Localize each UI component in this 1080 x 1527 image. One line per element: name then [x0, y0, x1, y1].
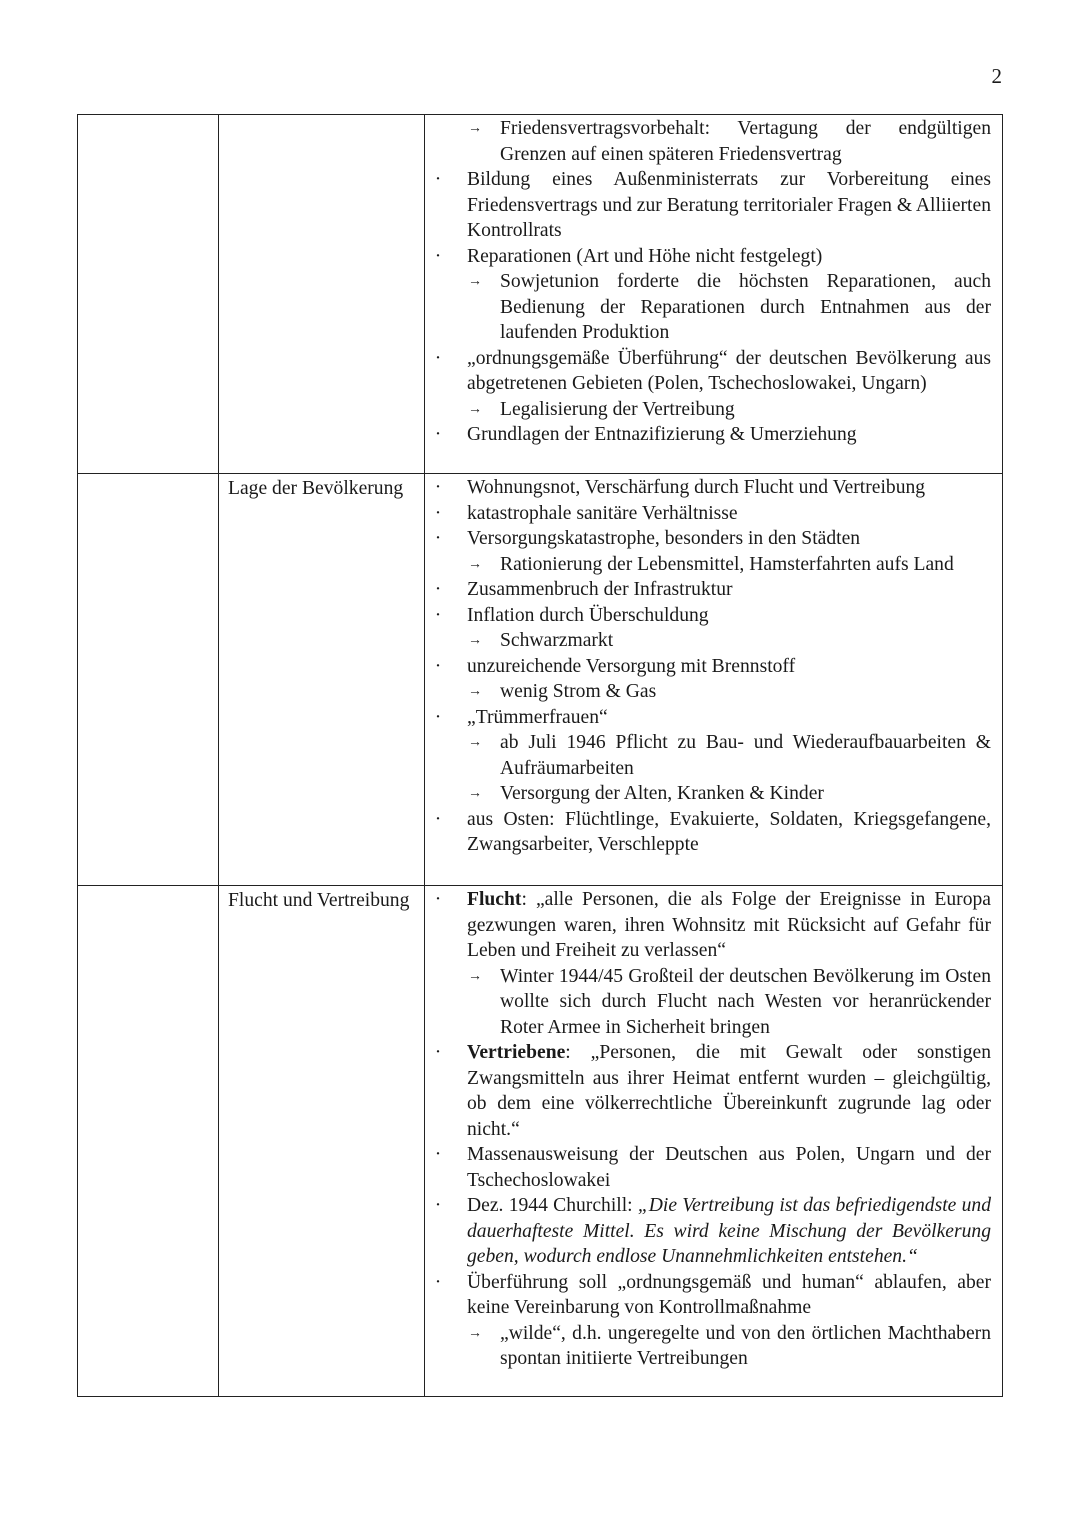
- bullet-point: [425, 1142, 991, 1193]
- bullet-icon: ·: [434, 1271, 442, 1293]
- point-text: Winter 1944/45 Großteil der deutschen Bevölkerung im Osten wollte sich durch Flucht nach Westen vor heranrückender Roter Armee in Sicherheit bringen: [500, 965, 991, 1038]
- sub-point: [425, 1321, 991, 1372]
- arrow-icon: →: [468, 735, 482, 750]
- arrow-icon: →: [468, 401, 482, 417]
- sub-point: [425, 964, 991, 1041]
- point-text: Versorgungskatastrophe, besonders in den Städten: [467, 528, 861, 549]
- bullet-icon: ·: [434, 604, 442, 626]
- bullet-point: [425, 501, 991, 527]
- bullet-icon: ·: [434, 169, 442, 190]
- quote-text: „Die Vertreibung ist das befriedigendste und dauerhafteste Mittel. Es wird keine Mischung der Bevölkerung geben, wodurch endlose Unannehmlichkeiten entstehen.“: [467, 1195, 991, 1267]
- topic-cell: Lage der Bevölkerung: [219, 474, 425, 886]
- table-row: [78, 474, 1003, 886]
- bullet-point: [425, 526, 991, 552]
- empty-cell: [78, 115, 219, 474]
- bullet-point: [425, 887, 991, 964]
- point-text: unzureichende Versorgung mit Brennstoff: [467, 655, 796, 677]
- bullet-icon: ·: [434, 1144, 442, 1165]
- term-label: Flucht: [467, 889, 522, 910]
- page-number: 2: [991, 64, 1002, 88]
- point-text: Schwarzmarkt: [500, 630, 614, 651]
- point-text: „ordnungsgemäße Überführung“ der deutschen Bevölkerung aus abgetretenen Gebieten (Polen, Tschechoslowakei, Ungarn): [467, 347, 991, 394]
- sub-point: [425, 781, 991, 807]
- table-row: [78, 886, 1003, 1397]
- arrow-icon: →: [468, 1325, 482, 1341]
- content-cell: [425, 115, 1003, 474]
- point-text: katastrophale sanitäre Verhältnisse: [467, 502, 738, 524]
- point-text: : „alle Personen, die als Folge der Ereignisse in Europa gezwungen waren, ihren Wohnsitz mit Rücksicht auf Gefahr für Leben und Freiheit zu verlassen“: [467, 889, 991, 961]
- point-text: Wohnungsnot, Verschärfung durch Flucht und Vertreibung: [467, 477, 926, 498]
- point-text: Inflation durch Überschuldung: [467, 604, 709, 626]
- bullet-icon: ·: [434, 528, 442, 549]
- sub-point: [425, 269, 991, 346]
- term-label: Vertriebene: [467, 1042, 566, 1063]
- sub-point: [425, 397, 991, 423]
- bullet-icon: ·: [434, 424, 442, 445]
- point-text: Dez. 1944 Churchill:: [467, 1195, 638, 1216]
- arrow-icon: →: [468, 968, 482, 984]
- point-text: ab Juli 1946 Pflicht zu Bau- und Wiederaufbauarbeiten & Aufräumarbeiten: [500, 732, 991, 779]
- content-cell: [425, 474, 1003, 886]
- bullet-icon: ·: [434, 1042, 442, 1063]
- table-row: [78, 115, 1003, 474]
- point-text: Legalisierung der Vertreibung: [500, 398, 735, 420]
- bullet-point: [425, 346, 991, 397]
- sub-point: [425, 552, 991, 578]
- point-text: aus Osten: Flüchtlinge, Evakuierte, Soldaten, Kriegsgefangene, Zwangsarbeiter, Verschleppte: [467, 808, 991, 855]
- bullet-point: [425, 244, 991, 270]
- bullet-point: [425, 577, 991, 603]
- bullet-point: [425, 807, 991, 858]
- empty-cell: [78, 474, 219, 886]
- point-text: Reparationen (Art und Höhe nicht festgelegt): [467, 245, 823, 267]
- bullet-point: [425, 167, 991, 244]
- point-text: Versorgung der Alten, Kranken & Kinder: [500, 783, 824, 804]
- bullet-icon: ·: [434, 889, 442, 910]
- point-text: wenig Strom & Gas: [500, 681, 657, 702]
- sub-point: [425, 116, 991, 167]
- arrow-icon: →: [468, 274, 482, 289]
- sub-point: [425, 679, 991, 705]
- notes-table: [77, 114, 1003, 1397]
- bullet-icon: ·: [434, 579, 442, 600]
- bullet-point: [425, 1193, 991, 1270]
- bullet-icon: ·: [434, 477, 442, 498]
- bullet-point: [425, 603, 991, 629]
- content-cell: [425, 886, 1003, 1397]
- bullet-point: [425, 654, 991, 680]
- bullet-point: [425, 475, 991, 501]
- arrow-icon: →: [468, 786, 482, 801]
- topic-cell: [219, 115, 425, 474]
- bullet-icon: ·: [434, 706, 442, 728]
- point-text: Überführung soll „ordnungsgemäß und human“ ablaufen, aber keine Vereinbarung von Kontrollmaßnahme: [467, 1271, 991, 1318]
- point-text: Massenausweisung der Deutschen aus Polen, Ungarn und der Tschechoslowakei: [467, 1144, 991, 1191]
- bullet-icon: ·: [434, 808, 442, 830]
- arrow-icon: →: [468, 684, 482, 699]
- arrow-icon: →: [468, 121, 482, 136]
- point-text: Zusammenbruch der Infrastruktur: [467, 579, 733, 600]
- topic-cell: Flucht und Vertreibung: [219, 886, 425, 1397]
- point-text: Bildung eines Außenministerrats zur Vorbereitung eines Friedensvertrags und zur Beratung territorialer Fragen & Alliierten Kontrollrats: [467, 169, 991, 241]
- sub-point: [425, 730, 991, 781]
- bullet-icon: ·: [434, 347, 442, 369]
- bullet-point: [425, 1270, 991, 1321]
- arrow-icon: →: [468, 633, 482, 648]
- arrow-icon: →: [468, 556, 482, 572]
- empty-cell: [78, 886, 219, 1397]
- point-text: Sowjetunion forderte die höchsten Reparationen, auch Bedienung der Reparationen durch Entnahmen aus der laufenden Produktion: [500, 271, 991, 343]
- point-text: Grundlagen der Entnazifizierung & Umerziehung: [467, 424, 857, 445]
- bullet-point: [425, 1040, 991, 1142]
- point-text: Friedensvertragsvorbehalt: Vertagung der endgültigen Grenzen auf einen späteren Friedensvertrag: [500, 118, 991, 165]
- point-text: „wilde“, d.h. ungeregelte und von den örtlichen Machthabern spontan initiierte Vertreibungen: [500, 1322, 991, 1369]
- bullet-icon: ·: [434, 655, 442, 677]
- point-text: : „Personen, die mit Gewalt oder sonstigen Zwangsmitteln aus ihrer Heimat entfernt wurden – gleichgültig, ob dem eine völkerrechtliche Übereinkunft zugrunde lag oder nicht.“: [467, 1042, 991, 1140]
- bullet-point: [425, 705, 991, 731]
- bullet-icon: ·: [434, 1195, 442, 1216]
- bullet-icon: ·: [434, 245, 442, 267]
- point-text: Rationierung der Lebensmittel, Hamsterfahrten aufs Land: [500, 553, 954, 575]
- point-text: „Trümmerfrauen“: [467, 706, 608, 728]
- bullet-point: [425, 422, 991, 448]
- sub-point: [425, 628, 991, 654]
- bullet-icon: ·: [434, 502, 442, 524]
